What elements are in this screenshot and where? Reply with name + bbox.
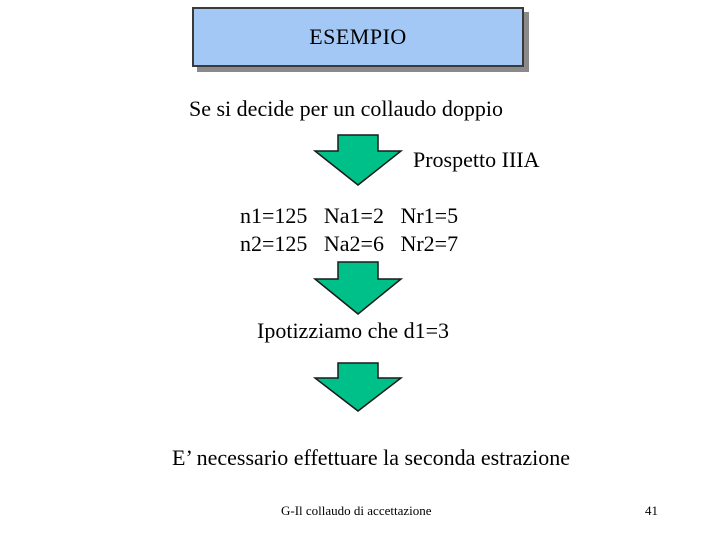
params-row-1: n1=125 Na1=2 Nr1=5	[240, 203, 459, 228]
down-arrow-icon	[313, 133, 403, 187]
slide-title: ESEMPIO	[309, 24, 407, 49]
page-number: 41	[645, 503, 658, 518]
footer-title: G-Il collaudo di accettazione	[281, 503, 432, 518]
intro-text: Se si decide per un collaudo doppio	[189, 96, 504, 121]
down-arrow-icon	[313, 361, 403, 413]
title-box	[192, 7, 524, 67]
params-row-2: n2=125 Na2=6 Nr2=7	[240, 231, 459, 256]
conclusion-text: E’ necessario effettuare la seconda estrazione	[172, 445, 571, 470]
hypothesis-text: Ipotizziamo che d1=3	[257, 318, 450, 343]
down-arrow-icon	[313, 260, 403, 316]
reference-text: Prospetto IIIA	[413, 147, 540, 172]
